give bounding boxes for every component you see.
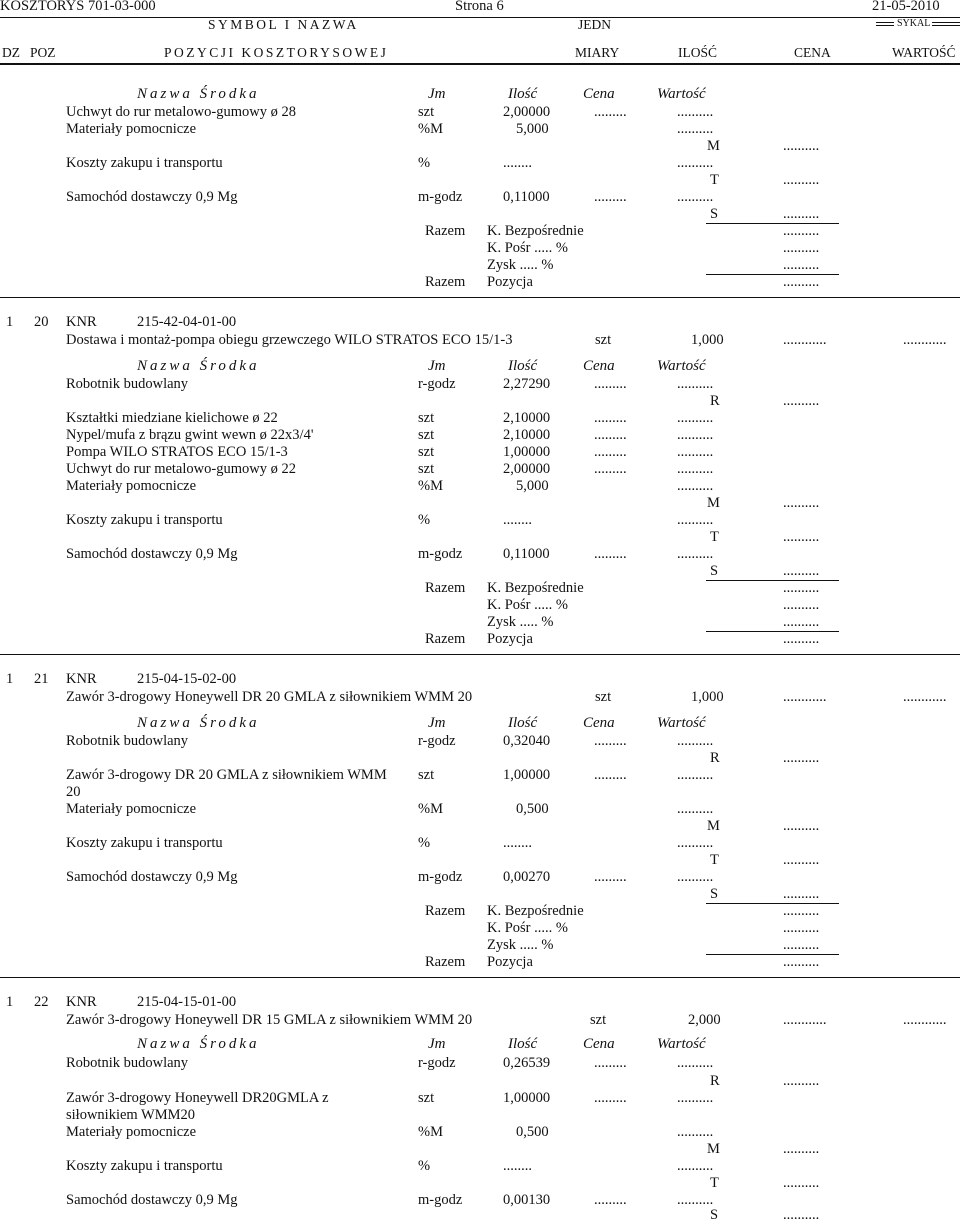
position-separator	[0, 654, 960, 655]
sykal-rule-right	[932, 22, 960, 23]
subtotal-s-value: ..........	[783, 563, 820, 579]
poz-label: POZ	[30, 45, 56, 60]
header-rule	[0, 17, 960, 18]
subtotal-t-value: ..........	[783, 529, 820, 545]
subtotal-r-symbol: R	[710, 1073, 720, 1089]
subtotal-t-value: ..........	[783, 172, 820, 188]
doc-title: KOSZTORYS 701-03-000	[0, 0, 156, 14]
wartosc-label: WARTOŚĆ	[892, 45, 956, 60]
subtotal-m-value: ..........	[783, 818, 820, 834]
subtotal-t-symbol: T	[710, 172, 719, 188]
subtotal-r-symbol: R	[710, 750, 720, 766]
subtotal-m-value: ..........	[783, 138, 820, 154]
header-bottom-rule	[0, 63, 960, 65]
sykal-rule-right-2	[932, 25, 960, 26]
subtotal-t-symbol: T	[710, 529, 719, 545]
subtotal-r-value: ..........	[783, 393, 820, 409]
ilosc-label: ILOŚĆ	[678, 45, 718, 60]
sykal-rule-left-2	[876, 25, 894, 26]
subtotal-r-value: ..........	[783, 1073, 820, 1089]
cena-label: CENA	[794, 45, 831, 60]
subtotal-t-value: ..........	[783, 852, 820, 868]
subtotal-t-symbol: T	[710, 1175, 719, 1191]
subtotal-s-symbol: S	[710, 1207, 719, 1223]
subtotal-m-value: ..........	[783, 1141, 820, 1157]
sykal-label: SYKAL	[897, 18, 931, 29]
position-separator	[0, 297, 960, 298]
subtotal-m-symbol: M	[707, 818, 720, 834]
subtotal-r-value: ..........	[783, 750, 820, 766]
subtotal-s-symbol: S	[710, 563, 719, 579]
print-date: 21-05-2010	[872, 0, 940, 14]
subtotal-s-symbol: S	[710, 206, 719, 222]
subtotal-s-value: ..........	[783, 206, 820, 222]
subtotal-m-value: ..........	[783, 495, 820, 511]
subtotal-s-value: ..........	[783, 886, 820, 902]
subtotal-t-symbol: T	[710, 852, 719, 868]
subtotal-s-symbol: S	[710, 886, 719, 902]
subtotal-m-symbol: M	[707, 138, 720, 154]
subtotal-t-value: ..........	[783, 1175, 820, 1191]
subtotal-s-value: ..........	[783, 1207, 820, 1223]
subtotal-r-symbol: R	[710, 393, 720, 409]
miary-label: MIARY	[575, 45, 620, 60]
position-separator	[0, 977, 960, 978]
subtotal-m-symbol: M	[707, 1141, 720, 1157]
page-number: Strona 6	[455, 0, 504, 14]
jedn-label: JEDN	[578, 17, 611, 32]
symbol-name-title: SYMBOL I NAZWA	[208, 17, 359, 32]
sykal-rule-left	[876, 22, 894, 23]
position-title: POZYCJI KOSZTORYSOWEJ	[164, 45, 389, 60]
dz-label: DZ	[2, 45, 20, 60]
subtotal-m-symbol: M	[707, 495, 720, 511]
